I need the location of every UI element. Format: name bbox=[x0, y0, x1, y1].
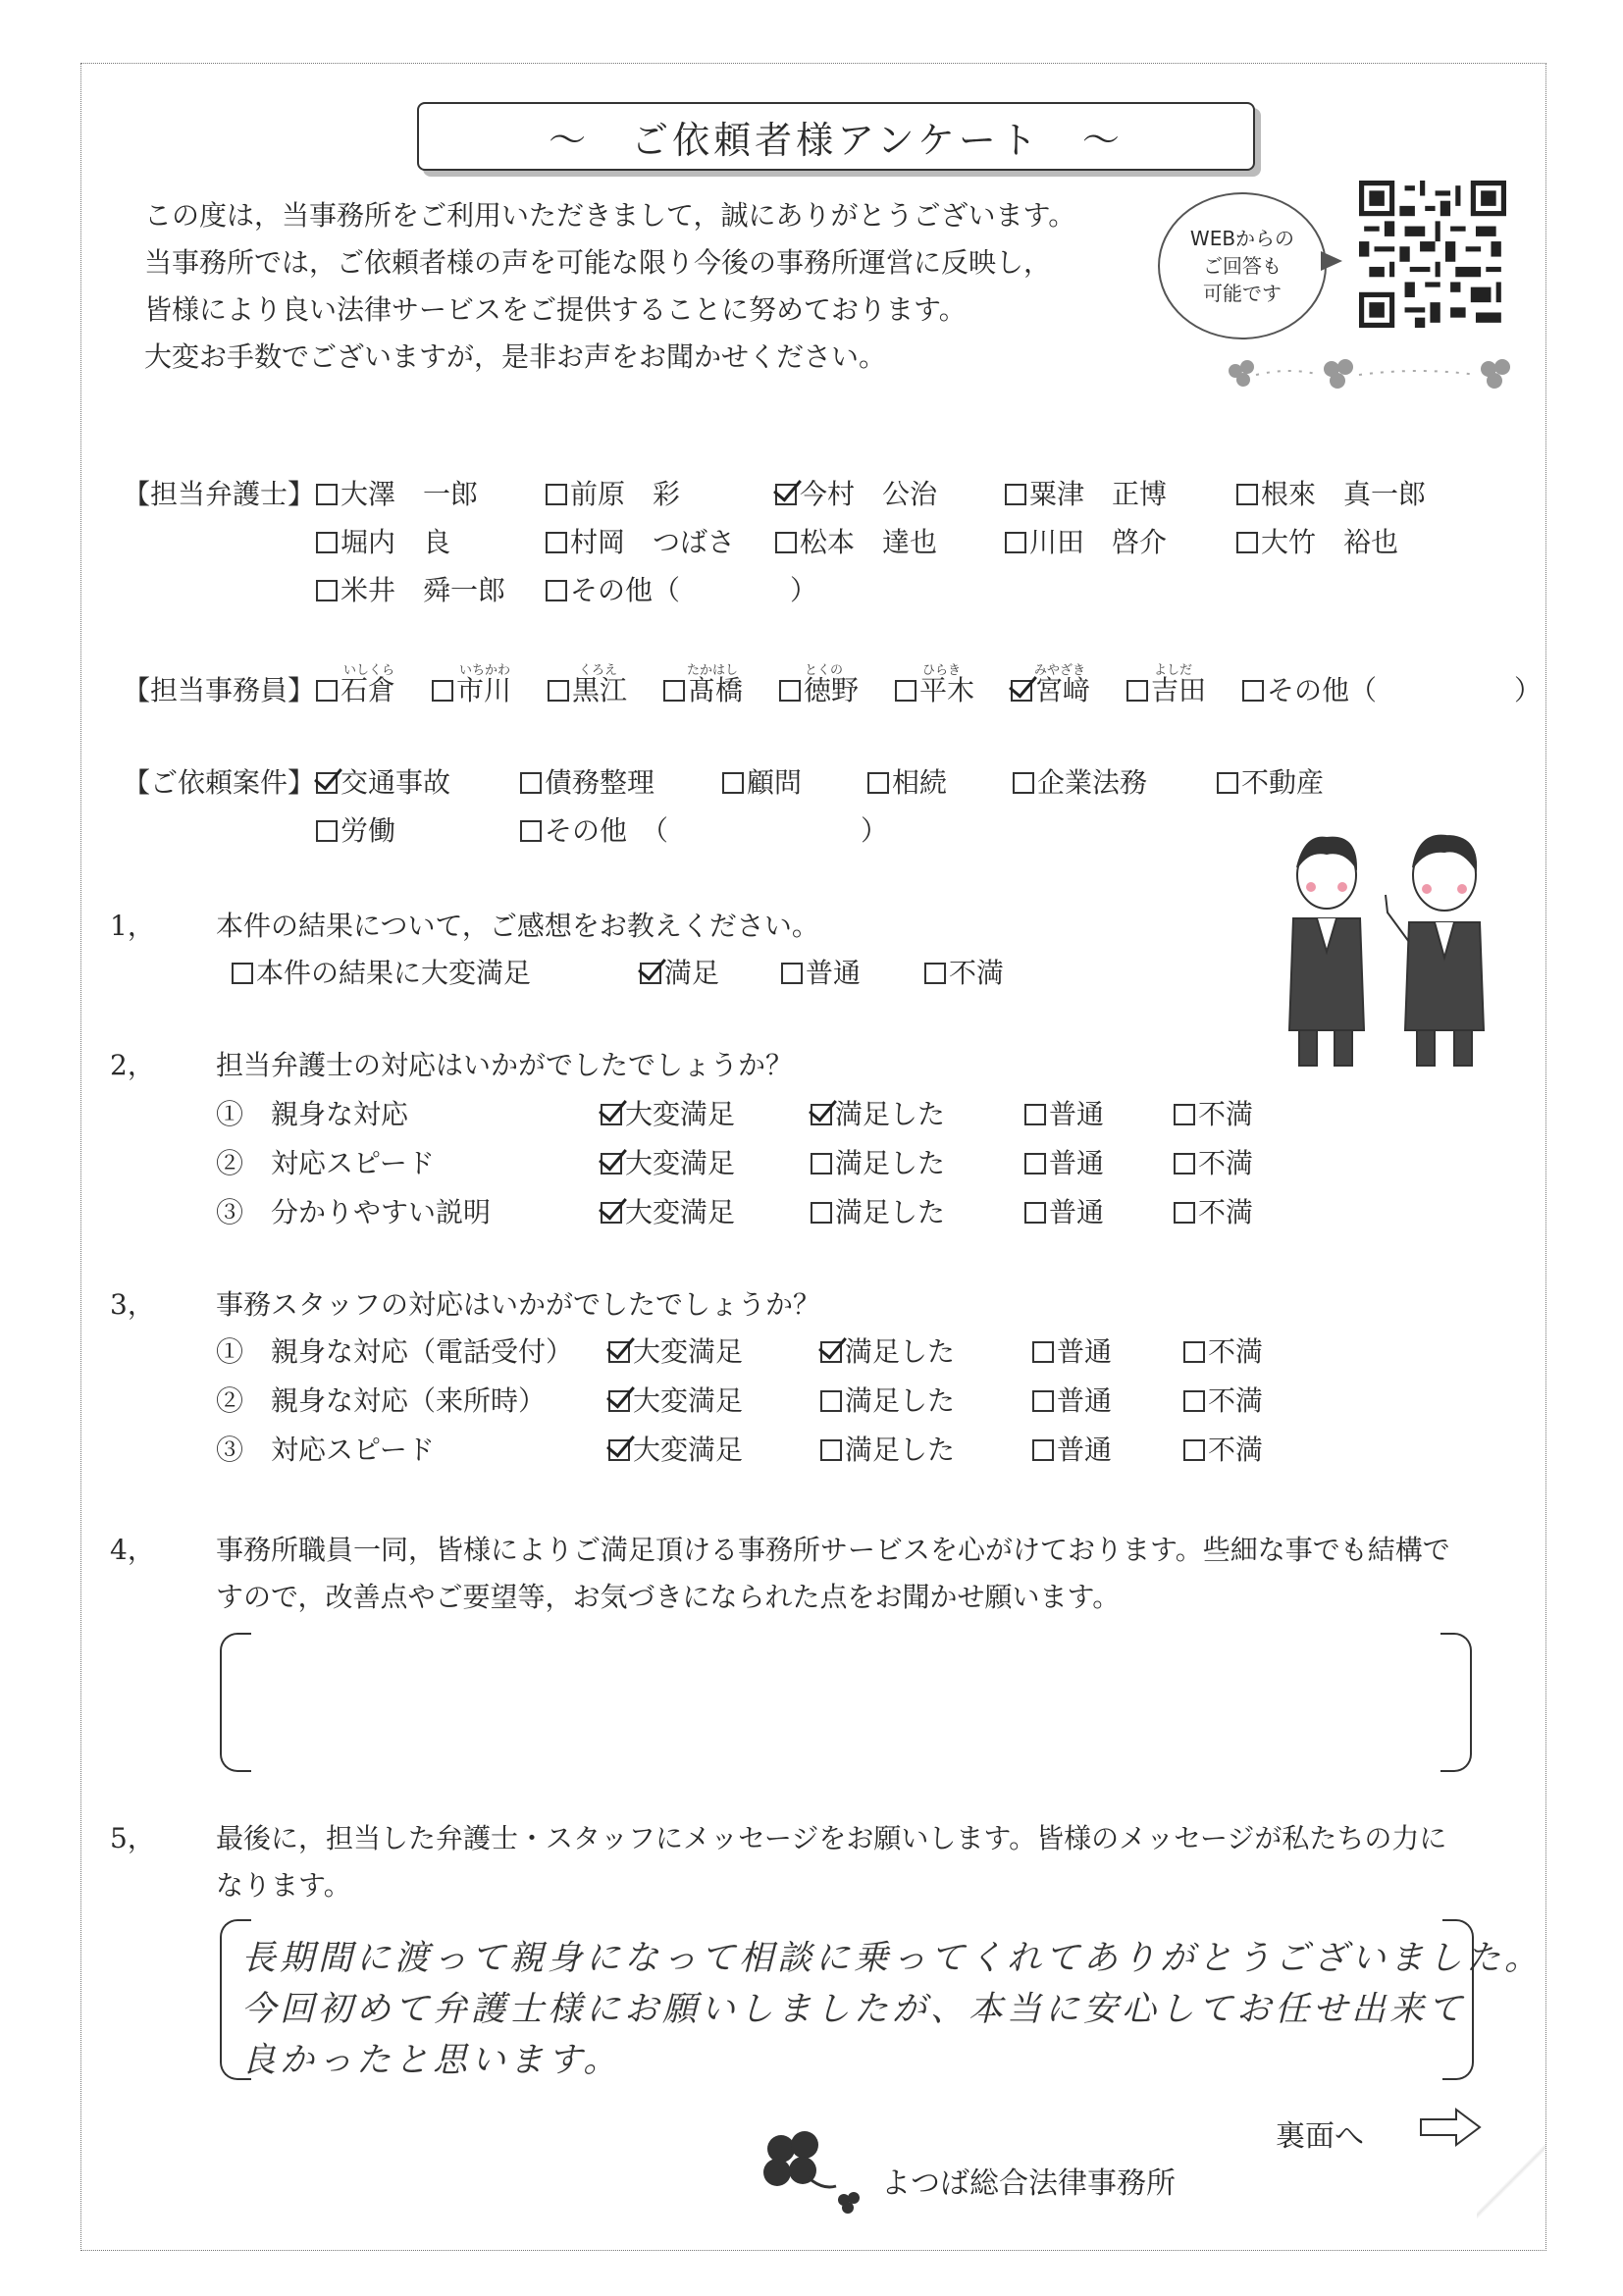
checkbox[interactable] bbox=[1236, 532, 1258, 553]
checkbox-checked[interactable] bbox=[601, 1104, 622, 1125]
staff-option[interactable] bbox=[432, 674, 512, 706]
checkbox[interactable] bbox=[546, 532, 567, 553]
checkbox[interactable] bbox=[316, 484, 338, 505]
bubble-line: WEBからの bbox=[1189, 227, 1295, 250]
option-label: 大竹 裕也 bbox=[1261, 526, 1399, 558]
checkbox[interactable] bbox=[432, 680, 453, 702]
option-label: 宮﨑 bbox=[1035, 674, 1091, 706]
option-label: 普通 bbox=[1049, 1098, 1105, 1130]
staff-option[interactable] bbox=[663, 674, 744, 706]
option-label: 企業法務 bbox=[1037, 766, 1148, 799]
option-label: 大澤 一郎 bbox=[340, 478, 479, 510]
lawyer-option[interactable] bbox=[316, 478, 479, 510]
q1-question: 本件の結果について，ご感想をお教えください。 bbox=[216, 910, 819, 942]
option-label: 粟津 正博 bbox=[1029, 478, 1168, 510]
q4-answer-bracket-left bbox=[220, 1633, 251, 1772]
option-label: 普通 bbox=[1049, 1147, 1105, 1179]
checkbox[interactable] bbox=[520, 772, 542, 794]
checkbox-checked[interactable] bbox=[608, 1341, 630, 1363]
ruby-text: とくの bbox=[805, 663, 844, 678]
option-label: 満足した bbox=[835, 1098, 946, 1130]
option-label: 米井 舜一郎 bbox=[340, 574, 506, 606]
ruby-text: よしだ bbox=[1154, 663, 1193, 678]
checkbox[interactable] bbox=[1024, 1202, 1046, 1224]
staff-illustration-icon bbox=[1266, 824, 1521, 1079]
q2-row-label: ③ 分かりやすい説明 bbox=[216, 1196, 492, 1228]
lawyer-option[interactable] bbox=[316, 574, 506, 606]
intro-line: この度は，当事務所をご利用いただきまして，誠にありがとうございます。 bbox=[144, 199, 1076, 232]
checkbox[interactable] bbox=[779, 680, 801, 702]
option-label: 大変満足 bbox=[633, 1434, 744, 1466]
option-label: その他（ ） bbox=[1267, 674, 1543, 706]
checkbox[interactable] bbox=[1024, 1104, 1046, 1125]
q4-number: 4， bbox=[110, 1534, 155, 1566]
option-label: 大変満足 bbox=[625, 1196, 736, 1228]
lawyer-option[interactable] bbox=[775, 478, 938, 510]
lawyer-option[interactable] bbox=[546, 526, 736, 558]
case-option[interactable] bbox=[520, 766, 655, 799]
checkbox[interactable] bbox=[1217, 772, 1238, 794]
option-label: 松本 達也 bbox=[800, 526, 938, 558]
case-option[interactable] bbox=[1217, 766, 1325, 799]
option-label: 市川 bbox=[456, 674, 512, 706]
q2-option[interactable] bbox=[1024, 1147, 1105, 1179]
checkbox[interactable] bbox=[895, 680, 916, 702]
checkbox[interactable] bbox=[722, 772, 744, 794]
option-label: 徳野 bbox=[804, 674, 860, 706]
q3-option[interactable] bbox=[820, 1436, 955, 1464]
checkbox-checked[interactable] bbox=[775, 484, 797, 505]
q3-option[interactable] bbox=[1032, 1335, 1113, 1368]
option-label: 満足した bbox=[845, 1384, 956, 1417]
option-label: 堀内 良 bbox=[340, 526, 451, 558]
option-label: 労働 bbox=[340, 814, 396, 847]
checkbox[interactable] bbox=[867, 772, 889, 794]
q5-handwritten-line: 長期間に渡って親身になって相談に乗ってくれてありがとうございました。 bbox=[241, 1939, 1544, 1978]
q3-row-label: ① 親身な対応（電話受付） bbox=[216, 1335, 574, 1368]
staff-option[interactable] bbox=[548, 674, 628, 706]
q1-option[interactable] bbox=[924, 957, 1005, 989]
checkbox[interactable] bbox=[1174, 1202, 1195, 1224]
checkbox[interactable] bbox=[1024, 1153, 1046, 1174]
checkbox[interactable] bbox=[1005, 484, 1026, 505]
option-label: 石倉 bbox=[340, 674, 396, 706]
checkbox[interactable] bbox=[548, 680, 569, 702]
option-label: 満足した bbox=[835, 1147, 946, 1179]
checkbox-checked[interactable] bbox=[601, 1153, 622, 1174]
q5-handwritten-line: 良かったと思います。 bbox=[241, 2041, 622, 2080]
ruby-text: みやざき bbox=[1034, 663, 1086, 678]
option-label: 不満 bbox=[1208, 1384, 1264, 1417]
checkbox-checked[interactable] bbox=[601, 1202, 622, 1224]
checkbox[interactable] bbox=[1242, 680, 1264, 702]
checkbox-checked[interactable] bbox=[820, 1341, 842, 1363]
q3-row-label: ② 親身な対応（来所時） bbox=[216, 1384, 547, 1417]
option-label: 普通 bbox=[1057, 1434, 1113, 1466]
intro-line: 当事務所では，ご依頼者様の声を可能な限り今後の事務所運営に反映し， bbox=[144, 246, 1052, 279]
option-label: 不満 bbox=[949, 957, 1005, 989]
checkbox-checked[interactable] bbox=[640, 963, 661, 984]
lawyer-option[interactable] bbox=[546, 574, 818, 606]
checkbox[interactable] bbox=[820, 1390, 842, 1412]
option-label: 大変満足 bbox=[625, 1098, 736, 1130]
option-label: 不満 bbox=[1198, 1098, 1254, 1130]
q2-option[interactable] bbox=[1174, 1196, 1254, 1228]
lawyers-label: 【担当弁護士】 bbox=[123, 478, 316, 510]
checkbox[interactable] bbox=[1183, 1341, 1205, 1363]
checkbox[interactable] bbox=[1126, 680, 1148, 702]
q2-option[interactable] bbox=[811, 1098, 946, 1130]
option-label: 根來 真一郎 bbox=[1261, 478, 1427, 510]
q2-option[interactable] bbox=[1024, 1196, 1105, 1228]
q5-question: 最後に，担当した弁護士・スタッフにメッセージをお願いします。皆様のメッセージが私たちの力に bbox=[216, 1822, 1447, 1854]
qr-code-icon[interactable] bbox=[1354, 181, 1511, 328]
q4-question: 事務所職員一同，皆様によりご満足頂ける事務所サービスを心がけております。些細な事でも結構で bbox=[216, 1534, 1450, 1566]
q3-option[interactable] bbox=[1032, 1384, 1113, 1417]
q2-option[interactable] bbox=[601, 1147, 736, 1179]
lawyer-option[interactable] bbox=[1005, 478, 1168, 510]
lawyer-option[interactable] bbox=[775, 526, 938, 558]
lawyer-option[interactable] bbox=[1005, 526, 1168, 558]
q2-option[interactable] bbox=[811, 1147, 946, 1179]
option-label: 交通事故 bbox=[340, 766, 451, 799]
checkbox[interactable] bbox=[316, 532, 338, 553]
q3-option[interactable] bbox=[608, 1335, 744, 1368]
q3-option[interactable] bbox=[820, 1335, 956, 1368]
staff-option[interactable] bbox=[779, 674, 860, 706]
checkbox[interactable] bbox=[1005, 532, 1026, 553]
option-label: 満足 bbox=[664, 957, 720, 989]
q3-question: 事務スタッフの対応はいかがでしたでしょうか？ bbox=[216, 1288, 821, 1321]
case-option[interactable] bbox=[316, 766, 451, 799]
option-label: 相続 bbox=[892, 766, 948, 799]
option-label: 普通 bbox=[1049, 1196, 1105, 1228]
q2-number: 2， bbox=[110, 1049, 155, 1081]
q1-option[interactable] bbox=[640, 957, 720, 989]
q5-question: なります。 bbox=[216, 1869, 351, 1902]
ruby-text: いちかわ bbox=[459, 663, 511, 678]
q4-question: すので，改善点やご要望等，お気づきになられた点をお聞かせ願います。 bbox=[216, 1581, 1121, 1613]
option-label: 普通 bbox=[1057, 1384, 1113, 1417]
option-label: 平木 bbox=[919, 674, 975, 706]
option-label: 不動産 bbox=[1241, 766, 1325, 799]
q5-handwritten-line: 今回初めて弁護士様にお願いしましたが、本当に安心してお任せ出来て bbox=[241, 1990, 1467, 2029]
checkbox[interactable] bbox=[1032, 1439, 1054, 1461]
bubble-line: ご回答も bbox=[1203, 254, 1282, 278]
ruby-text: くろえ bbox=[579, 663, 618, 678]
option-label: 本件の結果に大変満足 bbox=[256, 957, 532, 989]
option-label: 顧問 bbox=[747, 766, 803, 799]
checkbox[interactable] bbox=[1236, 484, 1258, 505]
q1-number: 1， bbox=[110, 910, 155, 942]
intro-line: 大変お手数でございますが，是非お声をお聞かせください。 bbox=[144, 340, 887, 373]
q3-row-label: ③ 対応スピード bbox=[216, 1434, 435, 1466]
checkbox[interactable] bbox=[775, 532, 797, 553]
checkbox[interactable] bbox=[1174, 1153, 1195, 1174]
checkbox-checked[interactable] bbox=[1011, 680, 1032, 702]
checkbox-checked[interactable] bbox=[811, 1104, 832, 1125]
option-label: 大変満足 bbox=[633, 1335, 744, 1368]
checkbox[interactable] bbox=[811, 1153, 832, 1174]
q1-option[interactable] bbox=[781, 957, 862, 989]
clover-logo-icon bbox=[748, 2123, 865, 2218]
checkbox[interactable] bbox=[546, 580, 567, 601]
lawyer-option[interactable] bbox=[316, 526, 451, 558]
q3-number: 3， bbox=[110, 1288, 155, 1321]
checkbox[interactable] bbox=[316, 680, 338, 702]
q3-option[interactable] bbox=[608, 1436, 743, 1464]
case-option[interactable] bbox=[867, 766, 948, 799]
checkbox[interactable] bbox=[232, 963, 253, 984]
staff-option[interactable] bbox=[316, 674, 396, 706]
option-label: 大変満足 bbox=[633, 1384, 744, 1417]
option-label: 黒江 bbox=[572, 674, 628, 706]
q3-option[interactable] bbox=[1183, 1384, 1264, 1417]
option-label: 村岡 つばさ bbox=[570, 526, 736, 558]
checkbox-checked[interactable] bbox=[316, 772, 338, 794]
lawyer-option[interactable] bbox=[546, 478, 681, 510]
office-name: よつば総合法律事務所 bbox=[881, 2166, 1176, 2201]
checkbox-checked[interactable] bbox=[608, 1439, 630, 1461]
option-label: 吉田 bbox=[1151, 674, 1207, 706]
checkbox[interactable] bbox=[781, 963, 803, 984]
checkbox[interactable] bbox=[316, 580, 338, 601]
q3-option[interactable] bbox=[1183, 1436, 1263, 1464]
option-label: その他（ ） bbox=[570, 574, 818, 606]
checkbox[interactable] bbox=[1174, 1104, 1195, 1125]
page-title: ～ ご依頼者様アンケート ～ bbox=[417, 102, 1255, 171]
checkbox[interactable] bbox=[1183, 1439, 1205, 1461]
checkbox-checked[interactable] bbox=[608, 1390, 630, 1412]
option-label: 髙橋 bbox=[688, 674, 744, 706]
arrow-right-icon[interactable] bbox=[1419, 2108, 1482, 2147]
option-label: その他 （ ） bbox=[545, 814, 889, 847]
checkbox[interactable] bbox=[924, 963, 946, 984]
checkbox[interactable] bbox=[1032, 1341, 1054, 1363]
checkbox[interactable] bbox=[811, 1202, 832, 1224]
ruby-text: たかはし bbox=[687, 663, 739, 678]
clover-decoration-icon bbox=[1222, 353, 1516, 392]
staff-label: 【担当事務員】 bbox=[123, 674, 316, 706]
page-curl bbox=[1477, 2113, 1545, 2250]
q2-row-label: ② 対応スピード bbox=[216, 1147, 435, 1179]
staff-option[interactable] bbox=[895, 674, 975, 706]
option-label: 前原 彩 bbox=[570, 478, 681, 510]
checkbox[interactable] bbox=[520, 820, 542, 842]
option-label: 債務整理 bbox=[545, 766, 655, 799]
lawyer-option[interactable] bbox=[1236, 478, 1427, 510]
checkbox[interactable] bbox=[820, 1439, 842, 1461]
ruby-text: いしくら bbox=[343, 663, 395, 678]
option-label: 大変満足 bbox=[625, 1147, 736, 1179]
checkbox[interactable] bbox=[1013, 772, 1034, 794]
option-label: 不満 bbox=[1198, 1196, 1254, 1228]
q3-option[interactable] bbox=[1032, 1436, 1112, 1464]
case-option[interactable] bbox=[1013, 766, 1148, 799]
q4-answer-bracket-right bbox=[1440, 1633, 1472, 1772]
ruby-text: ひらき bbox=[922, 663, 962, 678]
option-label: 満足した bbox=[835, 1196, 946, 1228]
option-label: 満足した bbox=[845, 1335, 956, 1368]
staff-option[interactable] bbox=[1126, 674, 1207, 706]
q3-option[interactable] bbox=[1183, 1335, 1264, 1368]
checkbox[interactable] bbox=[316, 820, 338, 842]
q5-number: 5， bbox=[110, 1822, 155, 1854]
case-option[interactable] bbox=[520, 814, 889, 847]
q2-option[interactable] bbox=[601, 1098, 736, 1130]
q3-option[interactable] bbox=[608, 1384, 744, 1417]
q2-row-label: ① 親身な対応 bbox=[216, 1098, 409, 1130]
web-answer-bubble bbox=[1158, 192, 1327, 339]
checkbox[interactable] bbox=[1183, 1390, 1205, 1412]
option-label: 不満 bbox=[1198, 1147, 1254, 1179]
case-option[interactable] bbox=[316, 814, 396, 847]
staff-option[interactable] bbox=[1242, 674, 1543, 706]
bubble-line: 可能です bbox=[1203, 282, 1282, 305]
q2-option[interactable] bbox=[601, 1196, 736, 1228]
staff-option[interactable] bbox=[1011, 674, 1091, 706]
q2-option[interactable] bbox=[1024, 1098, 1105, 1130]
option-label: 不満 bbox=[1208, 1434, 1264, 1466]
q1-option[interactable] bbox=[232, 957, 532, 989]
lawyer-option[interactable] bbox=[1236, 526, 1399, 558]
q2-option[interactable] bbox=[811, 1196, 946, 1228]
option-label: 今村 公治 bbox=[800, 478, 938, 510]
checkbox[interactable] bbox=[1032, 1390, 1054, 1412]
option-label: 不満 bbox=[1208, 1335, 1264, 1368]
case-option[interactable] bbox=[722, 766, 803, 799]
q2-option[interactable] bbox=[1174, 1098, 1254, 1130]
q2-question: 担当弁護士の対応はいかがでしたでしょうか？ bbox=[216, 1049, 794, 1081]
q3-option[interactable] bbox=[820, 1384, 956, 1417]
option-label: 満足した bbox=[845, 1434, 956, 1466]
option-label: 普通 bbox=[1057, 1335, 1113, 1368]
option-label: 普通 bbox=[806, 957, 862, 989]
q2-option[interactable] bbox=[1174, 1147, 1254, 1179]
next-page-label: 裏面へ bbox=[1276, 2119, 1364, 2154]
checkbox[interactable] bbox=[663, 680, 685, 702]
option-label: 川田 啓介 bbox=[1029, 526, 1168, 558]
checkbox[interactable] bbox=[546, 484, 567, 505]
intro-line: 皆様により良い法律サービスをご提供することに努めております。 bbox=[144, 293, 967, 326]
cases-label: 【ご依頼案件】 bbox=[123, 766, 316, 799]
